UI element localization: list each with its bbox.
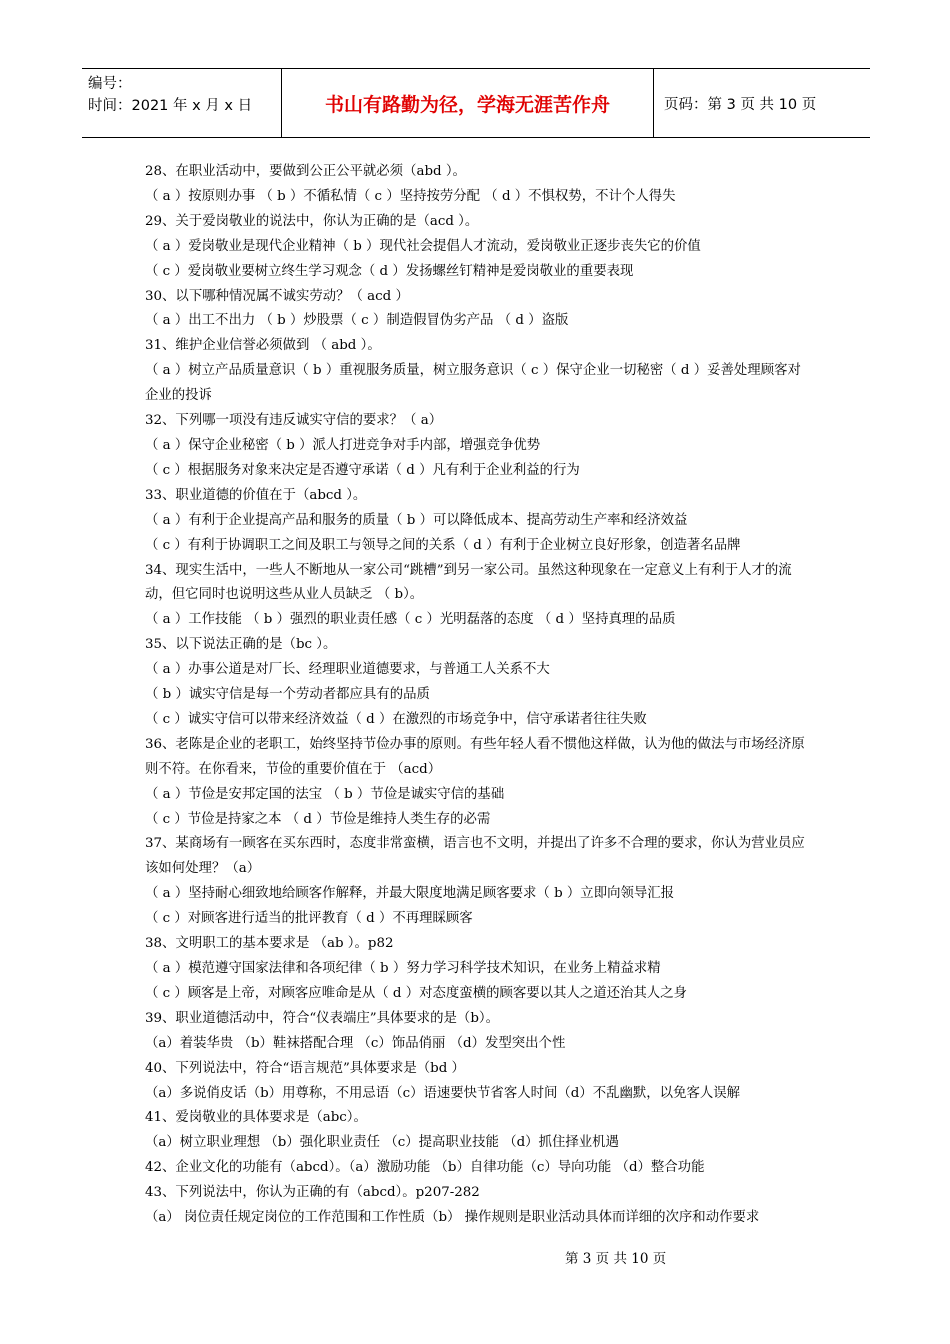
- question-line: 32、下列哪一项没有违反诚实守信的要求？（ a）: [145, 413, 443, 429]
- option-line: （ c ）诚实守信可以带来经济效益（ d ）在激烈的市场竞争中，信守承诺者往往失败: [145, 711, 647, 727]
- option-line: （ a ）有利于企业提高产品和服务的质量（ b ）可以降低成本、提高劳动生产率和经济效益: [145, 512, 688, 528]
- question-line: 28、在职业活动中，要做到公正公平就必须（abd ）。: [145, 164, 466, 179]
- option-line: （ a ）工作技能 （ b ）强烈的职业责任感（ c ）光明磊落的态度 （ d ）坚持真理的品质: [145, 612, 676, 628]
- option-line: （ a ）模范遵守国家法律和各项纪律（ b ）努力学习科学技术知识，在业务上精益求精: [145, 961, 661, 976]
- option-line: （ c ）对顾客进行适当的批评教育（ d ）不再理睬顾客: [145, 911, 473, 927]
- question-line: 31、维护企业信誉必须做到 （ abd ）。: [145, 338, 381, 354]
- option-line: （ c ）有利于协调职工之间及职工与领导之间的关系（ d ）有利于企业树立良好形象，创造著名品牌: [145, 537, 741, 553]
- question-line: 33、职业道德的价值在于（abcd ）。: [145, 487, 367, 503]
- header-meta: [82, 69, 282, 137]
- option-line: （a） 岗位责任规定岗位的工作范围和工作性质（b） 操作规则是职业活动具体而详细的次序和动作要求: [145, 1210, 760, 1226]
- option-line: （ a ）按原则办事 （ b ）不循私情（ c ）坚持按劳分配 （ d ）不惧权势，不计个人得失: [145, 188, 676, 204]
- question-line: 37、某商场有一顾客在买东西时，态度非常蛮横，语言也不文明，并提出了许多不合理的要求，你认为营业员应该如何处理？（a）: [145, 836, 805, 877]
- question-line: 42、企业文化的功能有（abcd）。（a）激励功能 （b）自律功能（c）导向功能 （d）整合功能: [145, 1160, 705, 1176]
- option-line: （ a ）树立产品质量意识（ b ）重视服务质量，树立服务意识（ c ）保守企业一切秘密（ d ）妥善处理顾客对企业的投诉: [145, 363, 801, 404]
- document-date: 时间：2021 年 x 月 x 日: [88, 98, 253, 114]
- option-line: （ a ）节俭是安邦定国的法宝 （ b ）节俭是诚实守信的基础: [145, 786, 505, 802]
- option-line: （ a ）出工不出力 （ b ）炒股票（ c ）制造假冒伪劣产品 （ d ）盗版: [145, 313, 569, 329]
- option-line: （ c ）顾客是上帝，对顾客应唯命是从（ d ）对态度蛮横的顾客要以其人之道还治其人之身: [145, 985, 687, 1001]
- option-line: （ a ）办事公道是对厂长、经理职业道德要求，与普通工人关系不大: [145, 662, 550, 678]
- option-line: （ a ）坚持耐心细致地给顾客作解释，并最大限度地满足顾客要求（ b ）立即向领导汇报: [145, 886, 675, 902]
- question-line: 39、职业道德活动中，符合“仪表端庄”具体要求的是（b）。: [145, 1010, 499, 1026]
- question-line: 38、文明职工的基本要求是 （ab ）。p82: [145, 936, 394, 952]
- option-line: （ c ）根据服务对象来决定是否遵守承诺（ d ）凡有利于企业利益的行为: [145, 462, 580, 478]
- question-line: 41、爱岗敬业的具体要求是（abc）。: [145, 1110, 367, 1126]
- question-line: 43、下列说法中，你认为正确的有（abcd）。p207-282: [145, 1185, 480, 1201]
- option-line: （ b ）诚实守信是每一个劳动者都应具有的品质: [145, 687, 430, 703]
- option-line: （a）着装华贵 （b）鞋袜搭配合理 （c）饰品俏丽 （d）发型突出个性: [145, 1035, 566, 1051]
- question-line: 40、下列说法中，符合“语言规范”具体要求是（bd ）: [145, 1060, 465, 1076]
- option-line: （ a ）爱岗敬业是现代企业精神（ b ）现代社会提倡人才流动，爱岗敬业正逐步丧失它的价值: [145, 238, 701, 254]
- footer-page-number: 第 3 页 共 10 页: [565, 1251, 667, 1267]
- document-number-label: 编号：: [88, 76, 132, 92]
- header-motto: 书山有路勤为径，学海无涯苦作舟: [282, 69, 654, 137]
- option-line: （a）多说俏皮话（b）用尊称，不用忌语（c）语速要快节省客人时间（d）不乱幽默，以免客人误解: [145, 1085, 741, 1101]
- option-line: （ c ）节俭是持家之本 （ d ）节俭是维持人类生存的必需: [145, 811, 491, 827]
- question-list: [145, 160, 810, 1231]
- question-line: 34、现实生活中，一些人不断地从一家公司“跳槽”到另一家公司。虽然这种现象在一定意义上有利于人才的流动，但它同时也说明这些从业人员缺乏 （ b）。: [145, 562, 792, 603]
- header-page-info: 页码：第 3 页 共 10 页: [664, 96, 817, 113]
- question-line: 29、关于爱岗敬业的说法中，你认为正确的是（acd ）。: [145, 213, 479, 229]
- question-line: 35、以下说法正确的是（bc ）。: [145, 637, 337, 653]
- option-line: （ a ）保守企业秘密（ b ）派人打进竞争对手内部，增强竞争优势: [145, 437, 541, 453]
- option-line: （a）树立职业理想 （b）强化职业责任 （c）提高职业技能 （d）抓住择业机遇: [145, 1135, 619, 1151]
- question-line: 30、以下哪种情况属不诚实劳动？（ acd ）: [145, 288, 409, 304]
- question-line: 36、老陈是企业的老职工，始终坚持节俭办事的原则。有些年轻人看不惯他这样做，认为他的做法与市场经济原则不符。在你看来，节俭的重要价值在于 （acd）: [145, 736, 805, 777]
- option-line: （ c ）爱岗敬业要树立终生学习观念（ d ）发扬螺丝钉精神是爱岗敬业的重要表现: [145, 263, 634, 279]
- page-header: [82, 68, 870, 138]
